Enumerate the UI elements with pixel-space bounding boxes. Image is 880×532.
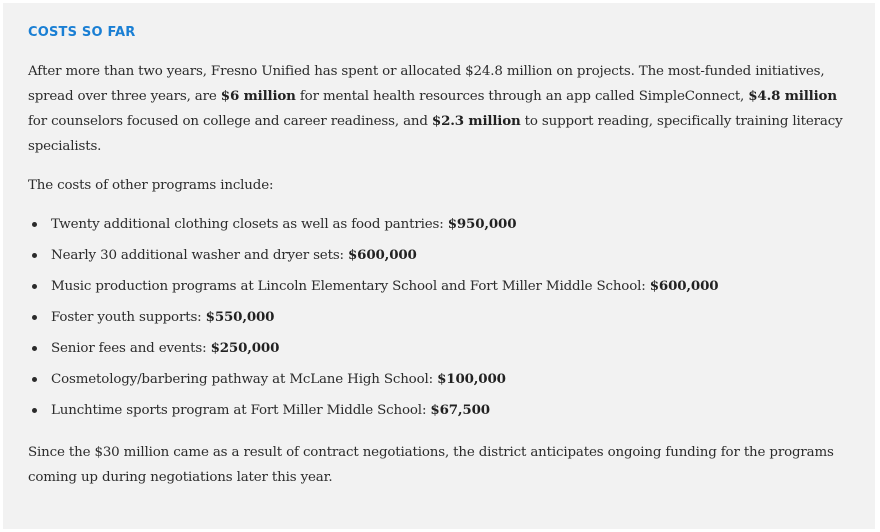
list-item [32,209,851,240]
list-item [32,302,851,333]
list-item [32,333,851,364]
item-label: Lunchtime sports program at Fort Miller Middle School: [51,403,431,418]
intro-paragraph [28,59,851,159]
list-item [32,240,851,271]
intro-text-4: to support reading, specifically training literacy specialists. [28,114,843,154]
item-label: Senior fees and events: [51,341,211,356]
item-amount: $950,000 [447,216,517,232]
list-item [32,395,851,426]
section-heading: COSTS SO FAR [28,25,136,40]
bullet-icon [32,222,37,227]
bullet-icon [32,315,37,320]
intro-amount-mental-health: $6 million [220,88,296,104]
list-lead-text: The costs of other programs include: [28,178,274,193]
item-amount: $100,000 [437,371,506,387]
item-label: Cosmetology/barbering pathway at McLane High School: [51,372,438,387]
item-amount: $67,500 [430,402,490,418]
list-item [32,271,851,302]
item-label: Music production programs at Lincoln Elementary School and Fort Miller Middle School: [51,279,650,294]
intro-amount-reading: $2.3 million [431,113,521,129]
closing-paragraph: Since the $30 million came as a result of contract negotiations, the district anticipates ongoing funding for the programs coming up during negotiations later this year. [28,445,834,485]
intro-text-2: for mental health resources through an app called SimpleConnect, [295,89,749,104]
bullet-icon [32,408,37,413]
intro-amount-counselors: $4.8 million [748,88,837,104]
item-label: Twenty additional clothing closets as well as food pantries: [51,217,448,232]
intro-text-1: After more than two years, Fresno Unified has spent or allocated $24.8 million on projects. The most-funded initiatives, spread over three years, are [28,64,825,104]
bullet-icon [32,284,37,289]
intro-text-3: for counselors focused on college and career readiness, and [28,114,432,129]
item-amount: $600,000 [649,278,719,294]
costs-so-far-panel [3,3,875,529]
bullet-icon [32,377,37,382]
item-label: Nearly 30 additional washer and dryer sets: [51,248,349,263]
item-amount: $250,000 [210,340,280,356]
program-costs-list [28,209,851,426]
item-label: Foster youth supports: [51,310,206,325]
list-item [32,364,851,395]
item-amount: $600,000 [348,247,417,263]
bullet-icon [32,346,37,351]
item-amount: $550,000 [205,309,275,325]
bullet-icon [32,253,37,258]
